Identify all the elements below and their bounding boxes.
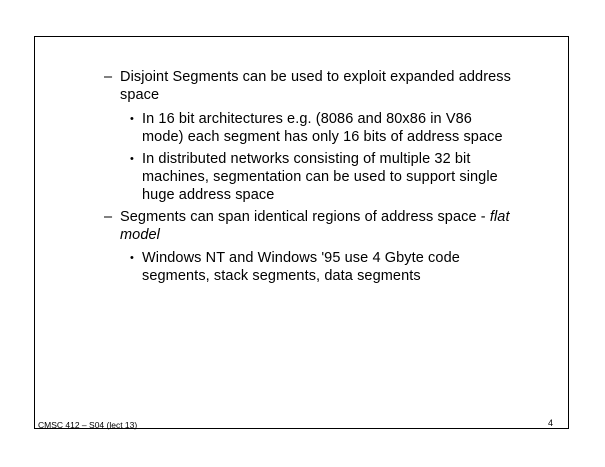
subitem-1-2-line-1: In distributed networks consisting of multiple 32 bit — [142, 151, 471, 167]
slide-content — [35, 37, 568, 428]
subitem-1-2-line-3: huge address space — [142, 187, 275, 203]
subitem-2-1-line-1: Windows NT and Windows '95 use 4 Gbyte code — [142, 250, 460, 266]
item-2-line-2: model — [120, 227, 160, 243]
subitem-1-1-line-2: mode) each segment has only 16 bits of address space — [142, 129, 503, 145]
course-footer: CMSC 412 – S04 (lect 13) — [38, 420, 138, 430]
bullet-marker: • — [130, 252, 134, 264]
bullet-marker: • — [130, 113, 134, 125]
page-number: 4 — [547, 418, 553, 428]
item-2-line-1 — [120, 208, 510, 226]
dash-marker: – — [104, 209, 113, 225]
bullet-marker: • — [130, 153, 134, 165]
item-1-line-1: Disjoint Segments can be used to exploit expanded address — [120, 69, 511, 85]
item-1-line-2: space — [120, 87, 160, 103]
item-2-flat-word: flat — [489, 209, 510, 225]
subitem-1-2-line-2: machines, segmentation can be used to support single — [142, 169, 498, 185]
item-2-line-1-text: Segments can span identical regions of address space - — [120, 209, 490, 225]
dash-marker: – — [104, 69, 113, 85]
slide-frame — [34, 36, 569, 429]
subitem-1-1-line-1: In 16 bit architectures e.g. (8086 and 80x86 in V86 — [142, 111, 472, 127]
subitem-2-1-line-2: segments, stack segments, data segments — [142, 268, 421, 284]
